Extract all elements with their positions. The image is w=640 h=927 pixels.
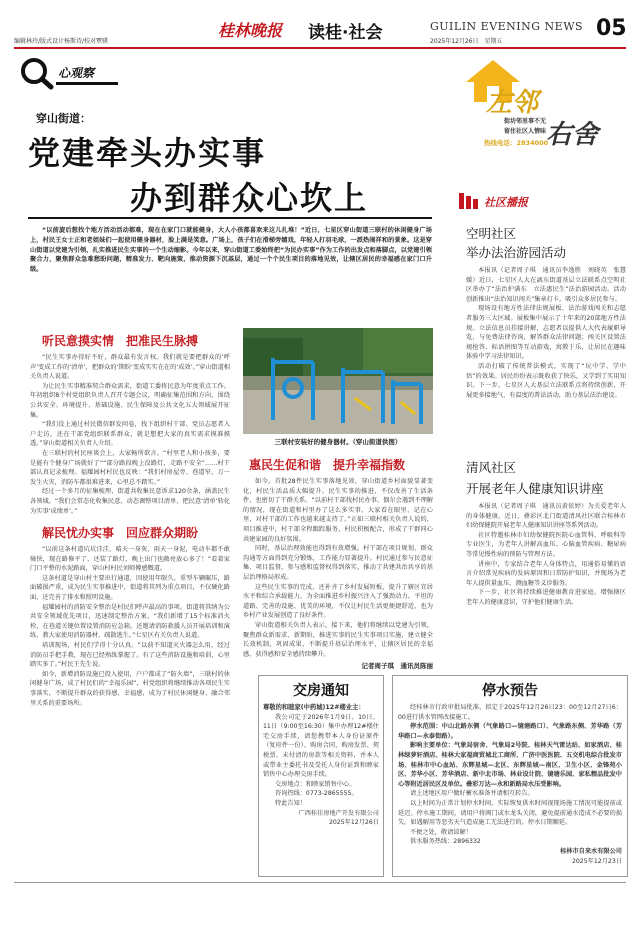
banner-hotline: 热线电话：2834000	[484, 139, 549, 147]
megaphone-icon	[456, 190, 482, 212]
delivery-company: 广西桂佳房地产开发有限公司	[298, 809, 379, 817]
delivery-sign: 特此告知！	[275, 799, 306, 807]
water-para-6: 不便之处，敬请谅解！	[410, 828, 472, 836]
column-tag-underline	[56, 82, 118, 85]
water-notice-title: 停水预告	[482, 683, 538, 699]
subhead-3: 惠民生促和谐 提升幸福指数	[249, 458, 406, 472]
news1-para-1: 本报讯（记者周子琪 通讯员李逸胜 刘晓英 张慧媛）近日，七星区人大在漓东街道基层立法联系点空明社区举办了“法治护满东 立法惠民生”法治游园活动。活动创新推出“法治知识闯关”集章打卡，吸引众多居民参与。	[466, 267, 626, 303]
news1-body	[466, 266, 626, 444]
photo-caption: 三联村安装好的健身器材。（穿山街道供图）	[274, 438, 402, 446]
body1-para-5: 经过一个多月的征集梳理，街道共收集民意诉求120余条，涵盖民生各领域。“我们会常态化收集民意，动态调整项目清单，把民意‘清单’转化为实事‘成绩单’。”	[30, 488, 230, 515]
news2-para-3: 讲座中，专家结合老年人身体特点，用通俗易懂的语言介绍常见疾病的发病原因和日常防护知识，并现场为老年人提供量血压、测血糖等义诊服务。	[466, 560, 626, 587]
section-a: 读桂	[308, 23, 342, 43]
delivery-body: 我公司定于2026年1月9日、10日、11日（9:00至16:30）集中办理12#楼住宅交房手续，请您携带本人身份证原件（复印件一份）、购房合同、购房发票、契税票、未付清的房款等相关资料，并本人或带业主委托书及受托人身份证到和睦家销售中心办理交房手续。	[263, 713, 379, 779]
banner-big-1: 左邻	[486, 88, 539, 118]
paper-name: 桂林晚报	[218, 21, 283, 40]
water-para-7: 供水服务热线：2896332	[410, 838, 481, 846]
news1-title-1: 空明社区	[466, 226, 517, 241]
kicker: 穿山街道：	[36, 112, 91, 125]
water-para-1: 经桂林市行政审批局批准，拟定于2025年12月26日23：00至12月27日6：00进行供水管网改接施工。	[398, 704, 622, 721]
column-tag	[18, 56, 118, 90]
masthead-rule	[14, 47, 626, 49]
water-outage-notice	[392, 675, 628, 877]
body2-para-1: “以前这条村道坑坑洼洼，晴天一身灰、雨天一身泥，电动车都不敢骑快，现在路修平了，还装了路灯，晚上出门也敞亮放心多了！”看着家门口平整的水泥路面，穿山村村民刘师傅感慨道。	[30, 546, 230, 573]
delivery-notice-title: 交房通知	[293, 683, 349, 699]
news1-para-2: 现场设有地方性法律法规展板、法治游戏闯关和志愿者服务三大区域。展板集中展示了十年来的20部地方性法规。立法信息员挂接讲解，志愿者以提供人大代表履职导览、与免费法律咨询，解答群众法律问题；闯关区设置法规抢答、标语拼图等互动游戏，寓教于乐，让居民在趣味体验中学习法律知识。	[466, 305, 626, 361]
left-column	[30, 326, 230, 876]
delivery-addressee: 尊敬的和睦家(中药城)12#楼业主：	[263, 704, 365, 711]
news2-title-1: 清风社区	[466, 460, 517, 475]
news2-para-4: 下一步，社区将持续推进健康教育进家庭，增强辖区老年人的健康意识，守护他们健康生活。	[466, 589, 626, 606]
body3-para-1: 如今，首批28件民生实事落地见效，穿山街道乡村面貌显著变化，村民生活品质大幅提升。民生实事的推进，不仅改善了生活条件，也密切了干群关系。“以前村干部找村民办事，偶尔会遇到不理解的情况，现在街道和村里办了这么多实事，大家看在眼里、记在心里，对村干部的工作也越来越支持了。”正如三联村相关负责人说的，项目推进中，村干部全程跟踪服务，村民积极配合，形成了干群同心共建家园的良好氛围。	[243, 478, 433, 543]
delivery-location: 交房地点：和睦家销售中心。	[275, 780, 356, 788]
community-tag-label: 社区播报	[484, 196, 528, 209]
neighbor-banner	[458, 56, 628, 160]
body2-para-5: 如今，新增消防设施已投入使用，户户都成了“防火墙”，三联村的休闲健身广场，成了村民们的“幸福乐园”，村党组织将继续推动各项民生实事落实，不断提升群众的获得感、幸福感，成为了村民休闲健身、融合邻里关系的重要场所。	[30, 670, 230, 707]
section-b: 社会	[348, 23, 383, 43]
banner-big-2: 右舍	[546, 120, 599, 150]
body1-para-4: 在三联村的村民座谈会上，大家畅所欲言。“村里老人和小孩多，要是能有个健身广场就好了”“部分路段晚上没路灯，走路不安全”……村干部认真记录梳理。福耀园村村民也反映：“我们村房屋旁、巷道窄，万一发生火灾，消防车都很难进来，心里总不踏实。”	[30, 449, 230, 486]
byline: 记者周子琪 通讯员陈丽	[361, 662, 433, 671]
banner-slogan-2: 留住社区人情味	[504, 128, 547, 135]
water-para-3: 影响主要单位：气象局宿舍、气象局2号院、桂林天气雷达站、如家酒店、桂林绿萝轩酒店、桂林大家福商贸城北工商所、广济中医医院、五交机电综合批发市场、桂林市中心血站、东辉星城—北区、东辉星城—南区、卫生小区、金锋苑小区、芳华小区、芳华酒店、新中北市场、林业设计院、镜塘乐园、家私精品批发中心等附近居民区及单位。叠彩万达—永和新路局水压受影响。	[398, 742, 622, 788]
body1-para-3: “我们没上通过村民微信群发问卷，找下组织村干部、党员志愿者入户走访，还在干部党组织联系群众，就是想把大家的真实需求摸准摸透。”穿山街道相关负责人介绍。	[30, 421, 230, 448]
water-date: 2025年12月23日	[571, 857, 622, 865]
news2-para-1: 本报讯（记者周子琪 通讯员黄依婷）为关爱老年人的身体健康，近日，叠彩区北门街道清风社区联合桂林市妇幼保健院开展老年人健康知识讲座等系列活动。	[466, 503, 626, 530]
subhead-2: 解民忧办实事 回应群众期盼	[42, 526, 199, 541]
body2-para-4: 培训现场，村民们学得十分认真。“以前不知道灭火器怎么用，经过消防员手把手教，现在已经熟练掌握了。有了这些消防设施和培训，心里踏实多了。”村民王先生说。	[30, 642, 230, 669]
headline-line2: 办到群众心坎上	[130, 179, 369, 217]
lede: “以前旋后想找个地方活动活动都难，现在在家门口就能健身，大人小孩都喜欢来这儿扎堆！”近日，七星区穿山街道三联村的休闲健身广场上，村民王女士正和老姐妹们一起使用健身器材，脸上满是笑意。广场上，孩子们在滑梯旁嬉戏，年轻人打羽毛球，一派热闹祥和的景象。这是穿山街道以党建为引领，扎实推进民生实事的一个生动缩影。今年以来，穿山街道工委始终把“为民办实事”作为工作的出发点和落脚点，以党建引领聚合力，聚焦群众急难愁盼问题，精准发力、靶向施策，推动资源下沉基层，通过一个个民生项目的落地见效，让辖区居民的幸福感在家门口升级。	[30, 227, 432, 274]
body3-para-3: 这些民生实事的完成，还补齐了乡村发展短板，提升了辖区宜居水平和综合承载能力，为全面推进乡村振兴注入了强劲动力。平坦的道路、完善的设施、优美的环境，不仅让村民生活更便捷舒适，也为乡村产业发展创造了良好条件。	[243, 583, 433, 620]
water-para-2: 停水范围：中山北路东侧（气象路口—镜塘路口）、气象路东侧、芳华路（芳华路口—永泰街路）。	[398, 723, 622, 740]
body2-para-3: 福耀园村的消防安全整治是村民们呼声最高的事项。街道将其纳为公共安全领域优先项目，迅速制定整治方案，“我们新增了15个标准消火栓，在巷道关键位置设置消防应急箱，还邀请消防救援人员开展培训和演练，教大家使用消防器材、疏散逃生。”七星区有关负责人说道。	[30, 603, 230, 640]
delivery-notice	[258, 675, 384, 877]
body2-para-2: 这条村道是穿山村主要出行通道，因使用年限久、重型车辆碾压，路面破损严重，成为民生实事推进中，街道将其列为重点项目，不仅硬化路面，还完善了排水和照明设施。	[30, 574, 230, 602]
body1-para-2: 为让民生实事精准契合群众需求，街道工委将民意为年度重点工作。年初组织8个村党组织负责人召开专题会议，明确征集范围和方向，围绕公共安全、环境提升、基础设施、民生保障及公共文化五大领域展开征集。	[30, 382, 230, 419]
banner-slogan-1: 街坊邻里事不无	[504, 118, 547, 125]
issue-date: 2025年12月26日 星期五	[430, 38, 503, 45]
news2-para-2: 社区特邀桂林市妇幼保健院医院心血管科、呼吸科等专业医生，为老年人讲解高血压、心脑血管疾病、糖尿病等常见慢性病的预防与管理方法。	[466, 531, 626, 558]
body3-para-2: 同时，基层治理效能也得到有效增强。村干部在项目规划、群众沟通等方面得到充分锻炼，工作能力显著提升。村民通过参与民意征集、项目监督，参与感和监督权得到落实，推动了共建共治共享的基层治理格局形成。	[243, 545, 433, 581]
water-para-5: 以上时间为正常计划停水时间，实际恢复供水时间视现场施工情况可能提前或延迟。停水施工期间，请用户将阀门或水龙头关闭，避免提前通水造成不必要的损失。如遇解用等恶劣天气造成施工无法进行的，停水日期顺延。	[398, 799, 622, 827]
section-title	[308, 18, 382, 43]
masthead	[0, 0, 640, 50]
water-company: 桂林市自来水有限公司	[560, 847, 622, 855]
subhead-1: 听民意摸实情 把准民生脉搏	[42, 334, 199, 348]
english-title: GUILIN EVENING NEWS	[430, 20, 584, 33]
delivery-hotline: 咨询热线：0773-2865555。	[275, 790, 358, 798]
section-dot: ·	[342, 23, 349, 43]
news2-title-2: 开展老年人健康知识讲座	[466, 481, 604, 496]
editors-credit: 编辑林玲/版式设计杨斯诗/校对覃骐	[14, 38, 109, 45]
bottom-rule	[14, 882, 626, 883]
community-tag	[456, 190, 556, 212]
body1-para-1: “民生实事办得好不好，群众最有发言权。我们就是要把群众的‘呼声’变成工作的‘清单’，把群众的‘期盼’变成实实在在的‘成效’。”穿山街道相关负责人说道。	[30, 354, 230, 381]
body3-para-4: 穿山街道相关负责人表示，接下来，他们将继续以党建为引领，聚焦群众新需求、新期盼，推进实事的民生实事项目实施，建立健全长效机制，巩固成果，不断提升基层治理水平，让辖区居民的幸福感、获得感和安全感持续攀升。	[243, 621, 433, 658]
fitness-equipment-picture	[243, 328, 433, 434]
delivery-date: 2025年12月26日	[328, 819, 379, 827]
magnifier-icon	[18, 56, 58, 90]
water-para-4: 请上述地区用户做好蓄水准备并请相互转告。	[410, 790, 534, 798]
news1-para-3: 活动打破了传统普法模式，实现了“玩中学、学中悟”的效果。居民纷纷表示既收获了快乐，又学到了实用知识。下一步，七星区人大基层立法联系点将持续创新，开展更多接地气、有温度的普法活动，助力基层法治建设。	[466, 362, 626, 399]
headline-rule	[28, 217, 432, 219]
fitness-photo	[243, 328, 433, 434]
news1-title-2: 举办法治游园活动	[466, 245, 567, 260]
news2-body	[466, 502, 626, 670]
headline-line1: 党建牵头办实事	[28, 134, 267, 172]
page-number: 05	[596, 16, 627, 41]
column-tag-label: 心观察	[58, 66, 95, 80]
